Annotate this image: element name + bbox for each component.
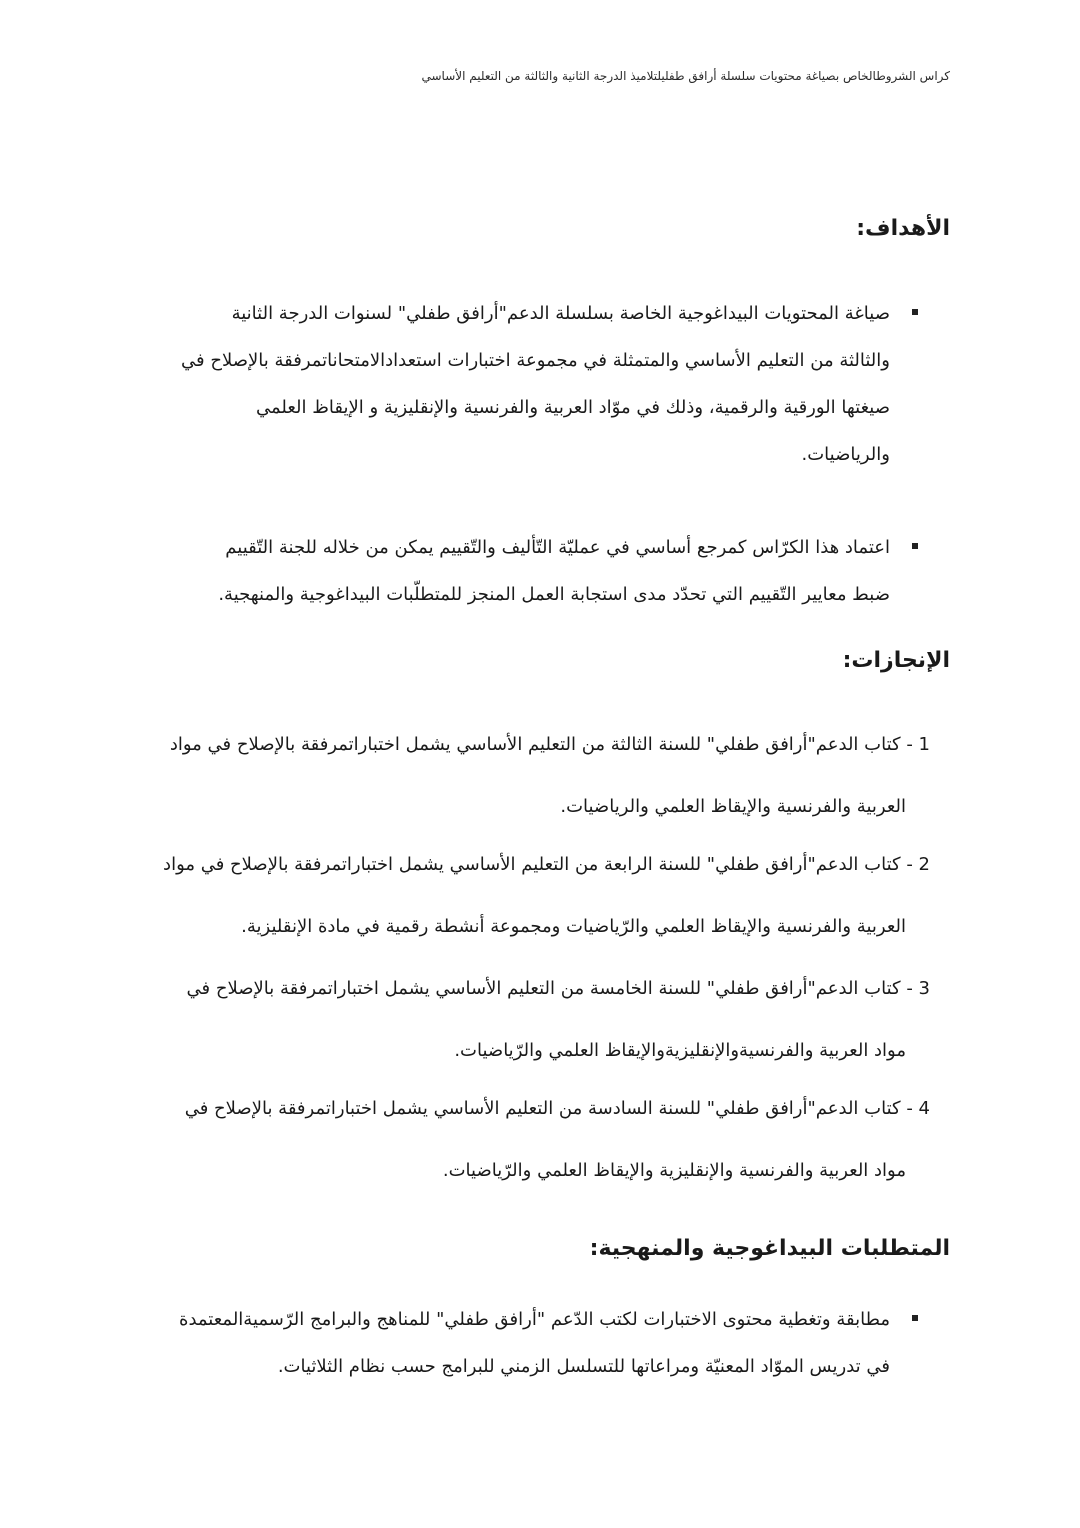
item-number: 1 - [906,734,930,755]
item-text: كتاب الدعم"أرافق طفلي" للسنة الرابعة من التعليم الأساسي يشمل اختباراتمرفقة بالإصلاح في مواد [163,854,901,875]
text-line: مواد العربية والفرنسية والإنقليزية والإيقاظ العلمي والرّياضيات. [442,1160,906,1181]
square-bullet-icon [912,1315,918,1321]
goals-bullet-2 [120,524,890,618]
text-line: العربية والفرنسية والإيقاظ العلمي والرّياضيات ومجموعة أنشطة رقمية في مادة الإنقليزية. [241,916,906,937]
text-line: والرياضيات. [801,444,890,465]
item-number: 3 - [906,978,930,999]
text-line [118,714,930,776]
square-bullet-icon [912,309,918,315]
item-text: كتاب الدعم"أرافق طفلي" للسنة الثالثة من التعليم الأساسي يشمل اختباراتمرفقة بالإصلاح في مواد [169,734,901,755]
text-line [118,958,930,1020]
achievement-item-2 [118,834,930,958]
text-line: مطابقة وتغطية محتوى الاختبارات لكتب الدّعم "أرافق طفلي" للمناهج والبرامج الرّسميةالمعتمدة [179,1309,890,1330]
achievement-item-1 [118,714,930,838]
achievement-item-3 [118,958,930,1082]
text-line: اعتماد هذا الكرّاس كمرجع أساسي في عمليّة التّأليف والتّقييم يمكن من خلاله للجنة التّقييم [225,537,890,558]
text-line: ضبط معايير التّقييم التي تحدّد مدى استجابة العمل المنجز للمتطلّبات البيداغوجية والمنهجية. [218,584,890,605]
goals-bullet-1 [120,290,890,478]
requirements-heading: المتطلبات البيداغوجية والمنهجية: [589,1236,950,1261]
text-line [118,1078,930,1140]
item-text: كتاب الدعم"أرافق طفلي" للسنة السادسة من التعليم الأساسي يشمل اختباراتمرفقة بالإصلاح في [184,1098,901,1119]
text-line: في تدريس الموّاد المعنيّة ومراعاتها للتسلسل الزمني للبرامج حسب نظام الثلاثيات. [277,1356,890,1377]
text-line: مواد العربية والفرنسيةوالإنقليزيةوالإيقاظ العلمي والرّياضيات. [454,1040,906,1061]
item-number: 4 - [906,1098,930,1119]
text-line: صيغتها الورقية والرقمية، وذلك في موّاد العربية والفرنسية والإنقليزية و الإيقاظ العلمي [255,397,890,418]
item-number: 2 - [906,854,930,875]
goals-heading: الأهداف: [856,216,950,241]
square-bullet-icon [912,543,918,549]
text-line: العربية والفرنسية والإيقاظ العلمي والرياضيات. [560,796,906,817]
requirements-bullet-1 [120,1296,890,1390]
text-line: والثالثة من التعليم الأساسي والمتمثلة في مجموعة اختبارات استعدادالامتحاناتمرفقة بالإصلاح في [181,350,890,371]
achievements-heading: الإنجازات: [842,648,950,673]
text-line [118,834,930,896]
text-line: صياغة المحتويات البيداغوجية الخاصة بسلسلة الدعم"أرافق طفلي" لسنوات الدرجة الثانية [231,303,890,324]
achievement-item-4 [118,1078,930,1202]
page-header: كراس الشروطالخاص بصياغة محتويات سلسلة أرافق طفليلتلاميذ الدرجة الثانية والثالثة من التعليم الأساسي [421,69,950,83]
item-text: كتاب الدعم"أرافق طفلي" للسنة الخامسة من التعليم الأساسي يشمل اختباراتمرفقة بالإصلاح في [186,978,901,999]
